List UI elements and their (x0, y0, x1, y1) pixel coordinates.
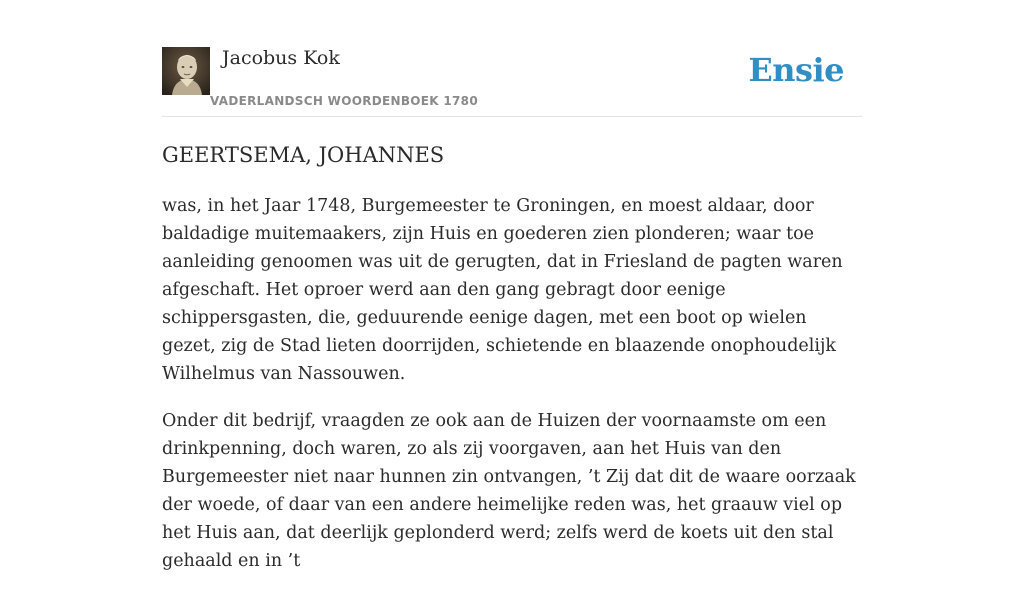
source-label[interactable]: VADERLANDSCH WOORDENBOEK 1780 (210, 94, 478, 108)
paragraph: Onder dit bedrijf, vraagden ze ook aan de Huizen der voornaamste om een drinkpenning, doch waren, zo als zij voorgaven, aan het Huis van den Burgemeester niet naar hunnen zin ontvangen, ’t Zij dat dit de waare oorzaak der woede, of daar van een andere heimelijke reden was, het graauw viel op het Huis aan, dat deerlijk geplonderd werd; zelfs werd de koets uit den stal gehaald en in ’t (162, 411, 856, 571)
ensie-logo[interactable]: Ensie (748, 51, 844, 89)
author-avatar[interactable] (162, 47, 210, 95)
article-title: GEERTSEMA, JOHANNES (162, 143, 445, 167)
author-portrait-icon (162, 47, 210, 95)
author-name[interactable]: Jacobus Kok (222, 47, 340, 69)
paragraph: was, in het Jaar 1748, Burgemeester te Groningen, en moest aldaar, door baldadige muitemaakers, zijn Huis en goederen zien plonderen; waar toe aanleiding genoomen was uit de gerugten, dat in Friesland de pagten waren afgeschaft. Het oproer werd aan den gang gebragt door eenige schippersgasten, die, geduurende eenige dagen, met een boot op wielen gezet, zig de Stad lieten doorrijden, schietende en blaazende onophoudelijk Wilhelmus van Nassouwen. (162, 196, 843, 384)
header (162, 0, 862, 117)
article-body (162, 192, 862, 594)
